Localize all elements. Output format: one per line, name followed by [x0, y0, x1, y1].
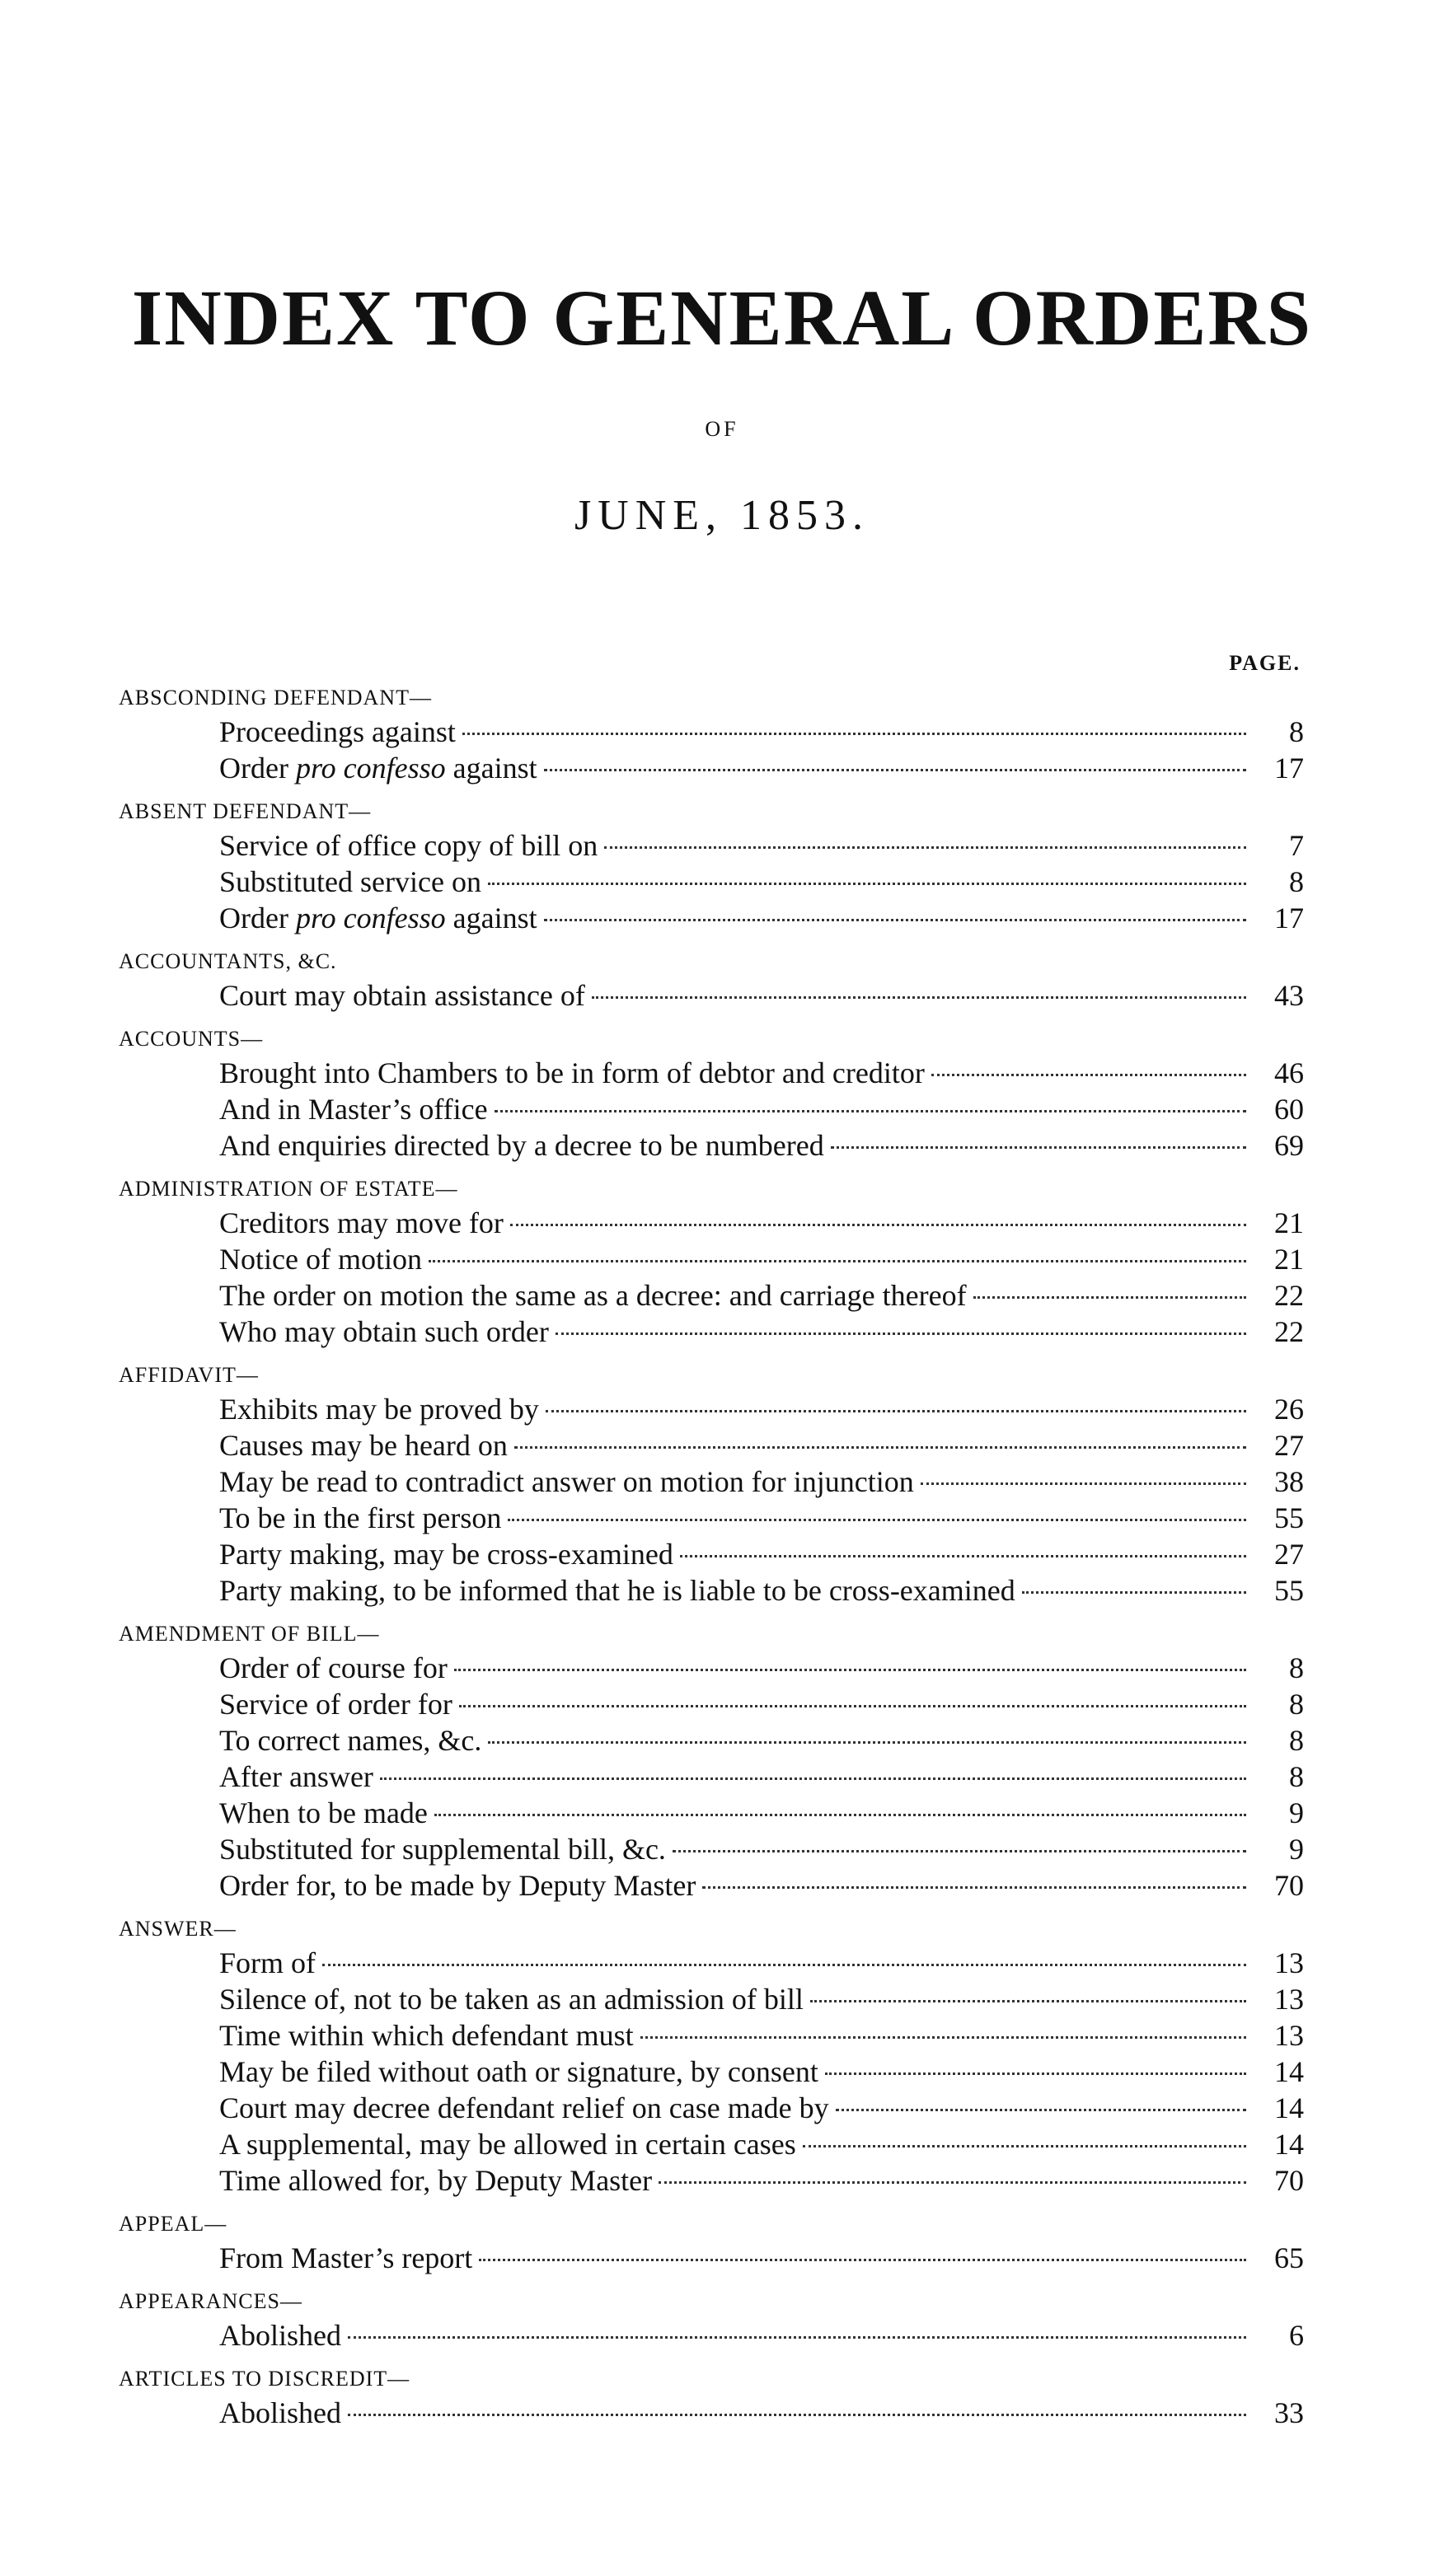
- index-entry: [219, 1500, 1304, 1536]
- index-entry: [219, 1650, 1304, 1686]
- index-entry: [219, 977, 1304, 1014]
- index-entry: [219, 2395, 1304, 2431]
- entry-text: Form of: [219, 1946, 316, 1979]
- entry-page-number: 55: [1274, 1574, 1304, 1607]
- dot-leader: [488, 883, 1246, 885]
- index-entry: [219, 714, 1304, 750]
- section-heading: ABSCONDING DEFENDANT—: [119, 686, 432, 710]
- index-entry: [219, 1391, 1304, 1427]
- page-title: INDEX TO GENERAL ORDERS: [131, 274, 1313, 362]
- entry-text: Court may obtain assistance of: [219, 979, 585, 1012]
- index-entry: [219, 864, 1304, 900]
- entry-page-number: 17: [1274, 902, 1304, 934]
- index-section: [0, 2363, 1444, 2441]
- index-entry: [219, 1055, 1304, 1091]
- index-entry: [219, 1945, 1304, 1981]
- entry-text: To be in the first person: [219, 1501, 502, 1534]
- dot-leader: [322, 1964, 1246, 1966]
- section-heading: AFFIDAVIT—: [119, 1363, 259, 1387]
- section-heading: ANSWER—: [119, 1917, 237, 1941]
- title-date: JUNE, 1853.: [574, 492, 870, 539]
- entry-page-number: 38: [1274, 1465, 1304, 1498]
- dot-leader: [659, 2181, 1246, 2184]
- entry-page-number: 8: [1289, 865, 1304, 898]
- dot-leader: [702, 1886, 1246, 1889]
- entry-page-number: 26: [1274, 1393, 1304, 1426]
- dot-leader: [479, 2259, 1246, 2261]
- index-section: [0, 1360, 1444, 1618]
- entry-page-number: 21: [1274, 1206, 1304, 1239]
- entry-page-number: 70: [1274, 2164, 1304, 2197]
- dot-leader: [434, 1814, 1246, 1816]
- entry-text: Exhibits may be proved by: [219, 1393, 539, 1426]
- dot-leader: [810, 2000, 1246, 2002]
- index-section: [0, 682, 1444, 796]
- entry-page-number: 22: [1274, 1315, 1304, 1348]
- entry-text: After answer: [219, 1760, 373, 1793]
- index-entry: [219, 1427, 1304, 1464]
- entry-page-number: 14: [1274, 2091, 1304, 2124]
- index-entry: [219, 1314, 1304, 1350]
- dot-leader: [348, 2336, 1246, 2339]
- section-spacer: [0, 1014, 1444, 1023]
- section-heading: ARTICLES TO DISCREDIT—: [119, 2367, 410, 2391]
- dot-leader: [462, 733, 1246, 735]
- index-section: [0, 796, 1444, 946]
- entry-text: A supplemental, may be allowed in certain cases: [219, 2128, 796, 2161]
- dot-leader: [348, 2414, 1246, 2416]
- entry-page-number: 6: [1289, 2319, 1304, 2352]
- entry-text: Substituted for supplemental bill, &c.: [219, 1833, 666, 1866]
- entry-page-number: 27: [1274, 1538, 1304, 1571]
- index-entry: [219, 1981, 1304, 2017]
- dot-leader: [495, 1110, 1246, 1112]
- index-section: [0, 946, 1444, 1023]
- entry-text: And in Master’s office: [219, 1093, 488, 1126]
- page-column-label: PAGE.: [1229, 651, 1301, 675]
- dot-leader: [680, 1555, 1246, 1557]
- index-entry: [219, 1831, 1304, 1867]
- title-of: OF: [705, 417, 739, 441]
- dot-leader: [429, 1260, 1246, 1262]
- index-entry: [219, 1536, 1304, 1572]
- section-heading: ABSENT DEFENDANT—: [119, 799, 372, 823]
- entry-page-number: 33: [1274, 2396, 1304, 2429]
- index-entry: [219, 1091, 1304, 1127]
- index-entry: [219, 1572, 1304, 1609]
- dot-leader: [921, 1482, 1246, 1485]
- section-heading: APPEAL—: [119, 2212, 227, 2236]
- dot-leader: [673, 1850, 1246, 1852]
- entry-text: To correct names, &c.: [219, 1724, 482, 1757]
- index-entry: [219, 1722, 1304, 1759]
- dot-leader: [831, 1146, 1246, 1149]
- dot-leader: [380, 1777, 1246, 1780]
- entry-page-number: 46: [1274, 1056, 1304, 1089]
- entry-text: When to be made: [219, 1796, 428, 1829]
- index-entry: [219, 2126, 1304, 2162]
- entry-text: Order pro confesso against: [219, 902, 537, 934]
- entry-page-number: 13: [1274, 1946, 1304, 1979]
- index-entry: [219, 1464, 1304, 1500]
- entry-text: Order pro confesso against: [219, 752, 537, 785]
- entry-page-number: 8: [1289, 1724, 1304, 1757]
- entry-text: Silence of, not to be taken as an admission of bill: [219, 1983, 804, 2016]
- entry-text: Proceedings against: [219, 715, 456, 748]
- entry-text: And enquiries directed by a decree to be numbered: [219, 1129, 824, 1162]
- entry-page-number: 7: [1289, 829, 1304, 862]
- section-spacer: [0, 1350, 1444, 1360]
- entry-page-number: 13: [1274, 1983, 1304, 2016]
- entry-page-number: 27: [1274, 1429, 1304, 1462]
- index-section: [0, 2208, 1444, 2286]
- entry-text: May be filed without oath or signature, by consent: [219, 2055, 818, 2088]
- entry-text: Party making, to be informed that he is liable to be cross-examined: [219, 1574, 1015, 1607]
- index-entry: [219, 1795, 1304, 1831]
- section-heading: ADMINISTRATION OF ESTATE—: [119, 1177, 458, 1201]
- dot-leader: [973, 1296, 1246, 1299]
- dot-leader: [1022, 1591, 1246, 1594]
- section-spacer: [0, 2354, 1444, 2363]
- entry-page-number: 69: [1274, 1129, 1304, 1162]
- dot-leader: [825, 2073, 1246, 2075]
- entry-text: Who may obtain such order: [219, 1315, 549, 1348]
- entry-text: Court may decree defendant relief on case made by: [219, 2091, 829, 2124]
- entry-page-number: 65: [1274, 2241, 1304, 2274]
- dot-leader: [514, 1446, 1246, 1449]
- index-section: [0, 1913, 1444, 2208]
- section-spacer: [0, 2431, 1444, 2441]
- dot-leader: [510, 1224, 1246, 1226]
- index-entry: [219, 1867, 1304, 1904]
- dot-leader: [931, 1074, 1246, 1076]
- entry-page-number: 70: [1274, 1869, 1304, 1902]
- entry-page-number: 60: [1274, 1093, 1304, 1126]
- section-spacer: [0, 1164, 1444, 1173]
- entry-text: From Master’s report: [219, 2241, 473, 2274]
- entry-page-number: 43: [1274, 979, 1304, 1012]
- dot-leader: [459, 1705, 1246, 1707]
- index-entry: [219, 2090, 1304, 2126]
- entry-text: Creditors may move for: [219, 1206, 504, 1239]
- index-entry: [219, 2240, 1304, 2276]
- dot-leader: [544, 919, 1246, 921]
- entry-text: Notice of motion: [219, 1243, 422, 1276]
- entry-text: May be read to contradict answer on motion for injunction: [219, 1465, 914, 1498]
- entry-text: Order of course for: [219, 1651, 448, 1684]
- index-list: [0, 682, 1444, 2441]
- index-entry: [219, 2162, 1304, 2199]
- dot-leader: [836, 2109, 1246, 2111]
- entry-text: Causes may be heard on: [219, 1429, 508, 1462]
- dot-leader: [544, 769, 1246, 771]
- section-heading: APPEARANCES—: [119, 2289, 302, 2313]
- section-spacer: [0, 786, 1444, 796]
- section-spacer: [0, 2276, 1444, 2286]
- index-section: [0, 1023, 1444, 1173]
- entry-page-number: 8: [1289, 1688, 1304, 1721]
- entry-text: Brought into Chambers to be in form of debtor and creditor: [219, 1056, 925, 1089]
- index-entry: [219, 1127, 1304, 1164]
- dot-leader: [488, 1741, 1246, 1744]
- entry-text: Abolished: [219, 2319, 341, 2352]
- entry-text: Time allowed for, by Deputy Master: [219, 2164, 653, 2197]
- entry-text: Service of order for: [219, 1688, 452, 1721]
- dot-leader: [592, 996, 1246, 999]
- entry-text: Service of office copy of bill on: [219, 829, 598, 862]
- section-spacer: [0, 1904, 1444, 1913]
- entry-page-number: 9: [1289, 1796, 1304, 1829]
- entry-text: Abolished: [219, 2396, 341, 2429]
- dot-leader: [803, 2145, 1246, 2147]
- index-entry: [219, 827, 1304, 864]
- dot-leader: [546, 1410, 1246, 1412]
- entry-page-number: 21: [1274, 1243, 1304, 1276]
- entry-text: Time within which defendant must: [219, 2019, 634, 2052]
- entry-page-number: 8: [1289, 1651, 1304, 1684]
- index-section: [0, 1173, 1444, 1360]
- entry-page-number: 14: [1274, 2055, 1304, 2088]
- dot-leader: [604, 846, 1246, 849]
- entry-page-number: 13: [1274, 2019, 1304, 2052]
- index-entry: [219, 1686, 1304, 1722]
- dot-leader: [556, 1332, 1246, 1335]
- index-entry: [219, 900, 1304, 936]
- section-heading: ACCOUNTANTS, &C.: [119, 949, 337, 973]
- index-entry: [219, 2054, 1304, 2090]
- index-entry: [219, 1205, 1304, 1241]
- dot-leader: [508, 1519, 1246, 1521]
- entry-text: The order on motion the same as a decree: and carriage thereof: [219, 1279, 967, 1312]
- entry-page-number: 8: [1289, 1760, 1304, 1793]
- entry-page-number: 17: [1274, 752, 1304, 785]
- entry-text: Substituted service on: [219, 865, 481, 898]
- index-entry: [219, 2317, 1304, 2354]
- entry-page-number: 8: [1289, 715, 1304, 748]
- index-entry: [219, 1759, 1304, 1795]
- index-section: [0, 1618, 1444, 1913]
- section-heading: AMENDMENT OF BILL—: [119, 1622, 380, 1646]
- index-entry: [219, 750, 1304, 786]
- entry-text: Order for, to be made by Deputy Master: [219, 1869, 696, 1902]
- entry-page-number: 22: [1274, 1279, 1304, 1312]
- section-spacer: [0, 1609, 1444, 1618]
- index-entry: [219, 1277, 1304, 1314]
- index-entry: [219, 1241, 1304, 1277]
- dot-leader: [640, 2036, 1246, 2039]
- section-spacer: [0, 2199, 1444, 2208]
- entry-page-number: 55: [1274, 1501, 1304, 1534]
- entry-text: Party making, may be cross-examined: [219, 1538, 673, 1571]
- section-spacer: [0, 936, 1444, 946]
- section-heading: ACCOUNTS—: [119, 1027, 264, 1051]
- entry-page-number: 9: [1289, 1833, 1304, 1866]
- index-entry: [219, 2017, 1304, 2054]
- index-section: [0, 2286, 1444, 2363]
- dot-leader: [454, 1669, 1246, 1671]
- entry-page-number: 14: [1274, 2128, 1304, 2161]
